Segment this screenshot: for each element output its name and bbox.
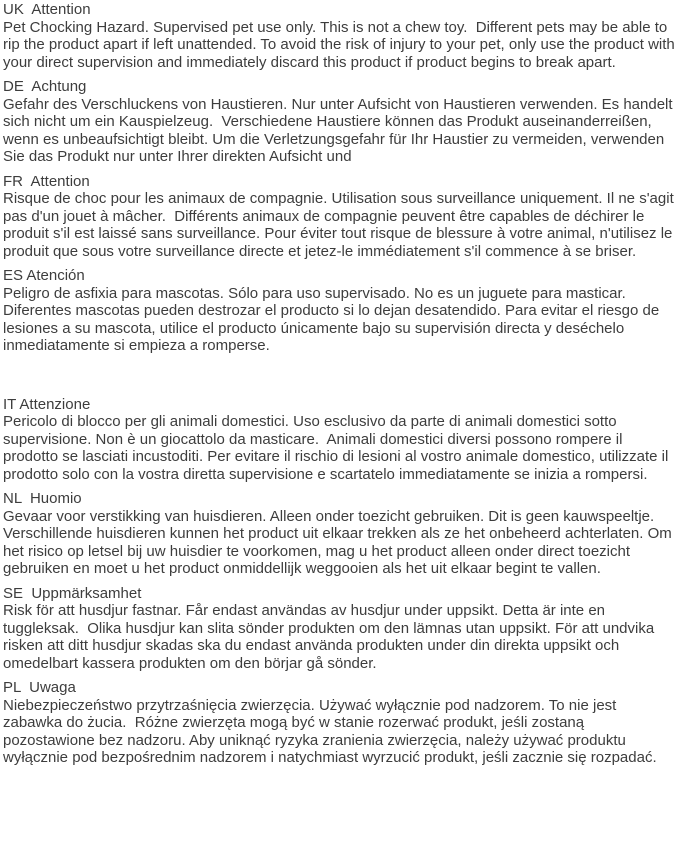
warning-section-se <box>3 585 678 673</box>
section-heading-nl: NL Huomio <box>3 490 82 507</box>
section-body-es: Peligro de asfixia para mascotas. Sólo para uso supervisado. No es un juguete para masticar. Diferentes mascotas pueden destrozar el producto si lo dejan desatendido. Para evitar el riesgo de lesiones a su mascota, utilice el producto únicamente bajo su supervisión directa y deséchelo inmediatamente si empieza a romperse. <box>3 284 664 354</box>
warning-section-es <box>3 267 678 355</box>
section-heading-uk: UK Attention <box>3 1 91 18</box>
section-body-de: Gefahr des Verschluckens von Haustieren. Nur unter Aufsicht von Haustieren verwenden. Es handelt sich nicht um ein Kauspielzeug. Verschiedene Haustiere können das Produkt auseinanderreißen, wenn es unbeaufsichtigt bleibt. Um die Verletzungsgefahr für Ihr Haustier zu vermeiden, verwenden Sie das Produkt nur unter Ihrer direkten Aufsicht und <box>3 95 677 165</box>
warning-section-nl <box>3 490 678 578</box>
section-body-pl: Niebezpieczeństwo przytrzaśnięcia zwierzęcia. Używać wyłącznie pod nadzorem. To nie jest zabawka do żucia. Różne zwierzęta mogą być w stanie rozerwać produkt, jeśli zostaną pozostawione bez nadzoru. Aby uniknąć ryzyka zranienia zwierzęcia, należy używać produktu wyłącznie pod bezpośrednim nadzorem i natychmiast wyrzucić produkt, jeśli zacznie się rozpadać. <box>3 696 657 766</box>
section-body-nl: Gevaar voor verstikking van huisdieren. Alleen onder toezicht gebruiken. Dit is geen kauwspeeltje. Verschillende huisdieren kunnen het product uit elkaar trekken als ze het onbeheerd achterlaten. Om het risico op letsel bij uw huisdier te voorkomen, mag u het product alleen onder direct toezicht gebruiken en moet u het product onmiddellijk weggooien als het uit elkaar begint te vallen. <box>3 507 676 577</box>
section-heading-se: SE Uppmärksamhet <box>3 584 142 602</box>
section-body-it: Pericolo di blocco per gli animali domestici. Uso esclusivo da parte di animali domestici sotto supervisione. Non è un giocattolo da masticare. Animali domestici diversi possono rompere il prodotto se lasciati incustoditi. Per evitare il rischio di lesioni al vostro animale domestico, utilizzate il prodotto solo con la vostra diretta supervisione e scartatelo immediatamente se inizia a rompersi. <box>3 413 673 483</box>
section-body-uk: Pet Chocking Hazard. Supervised pet use only. This is not a chew toy. Different pets may be able to rip the product apart if left unattended. To avoid the risk of injury to your pet, only use the product with your direct supervision and immediately discard this product if product begins to break apart. <box>3 18 679 71</box>
section-heading-fr: FR Attention <box>3 172 90 190</box>
section-heading-es: ES Atención <box>3 267 85 284</box>
warning-section-it <box>3 396 678 484</box>
section-heading-it: IT Attenzione <box>3 395 91 413</box>
section-body-fr: Risque de choc pour les animaux de compagnie. Utilisation sous surveillance uniquement. Il ne s'agit pas d'un jouet à mâcher. Différents animaux de compagnie peuvent être capables de déchirer le produit s'il est laissé sans surveillance. Pour éviter tout risque de blessure à votre animal, n'utilisez le produit que sous votre surveillance directe et jetez-le immédiatement s'il commence à se briser. <box>3 190 678 260</box>
section-body-se: Risk för att husdjur fastnar. Får endast användas av husdjur under uppsikt. Detta är inte en tuggleksak. Olika husdjur kan slita sönder produkten om den lämnas utan uppsikt. För att undvika risken att ditt husdjur skadas ska du endast använda produkten under din direkta uppsikt och omedelbart kassera produkten om den börjar gå sönder. <box>3 602 659 672</box>
section-heading-de: DE Achtung <box>3 78 87 95</box>
warning-section-fr <box>3 173 678 261</box>
warning-section-pl <box>3 679 678 767</box>
warning-section-de <box>3 78 678 166</box>
section-heading-pl: PL Uwaga <box>3 679 76 696</box>
warning-section-uk <box>3 1 678 71</box>
